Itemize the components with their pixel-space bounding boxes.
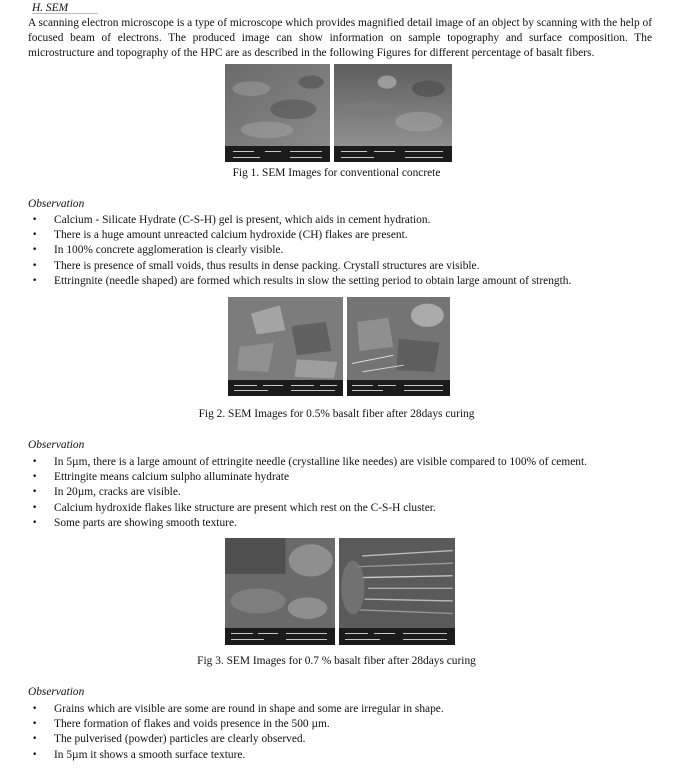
figure-2-observations	[28, 455, 658, 531]
list-item: • The pulverised (powder) particles are clearly observed.	[28, 732, 658, 747]
list-item: • There is presence of small voids, thus results in dense packing. Crystall structures are visible.	[28, 259, 658, 274]
section-heading	[32, 1, 68, 16]
figure-3-observations	[28, 702, 658, 763]
list-item: • In 5µm it shows a smooth surface texture.	[28, 748, 658, 763]
section-heading-text: H. SEM	[32, 2, 69, 14]
sem-image	[334, 64, 452, 162]
list-item: • In 100% concrete agglomeration is clearly visible.	[28, 243, 658, 258]
figure-1-images	[225, 64, 452, 162]
figure-2-images	[228, 297, 450, 396]
list-item: • Ettringite means calcium sulpho alluminate hydrate	[28, 470, 658, 485]
figure-1-observations	[28, 213, 658, 289]
heading-rule	[32, 13, 98, 14]
list-item: • There is a huge amount unreacted calcium hydroxide (CH) flakes are present.	[28, 228, 658, 243]
sem-image	[228, 297, 343, 396]
intro-paragraph: A scanning electron microscope is a type of microscope which provides magnified detail image of an object by scanning with the help of focused beam of electrons. The produced image can show information on sample topography and surface composition. The microstructure and topography of the HPC are as described in the following Figures for different percentage of basalt fibers.	[28, 17, 652, 59]
observation-label: Observation	[28, 439, 85, 451]
list-item: • Ettringnite (needle shaped) are formed which results in slow the setting period to obtain large amount of strength.	[28, 274, 658, 289]
list-item: • Calcium - Silicate Hydrate (C-S-H) gel is present, which aids in cement hydration.	[28, 213, 658, 228]
figure-1-caption: Fig 1. SEM Images for conventional concrete	[232, 167, 441, 179]
list-item: • Calcium hydroxide flakes like structure are present which rest on the C-S-H cluster.	[28, 501, 658, 516]
observation-label: Observation	[28, 198, 85, 210]
sem-image	[225, 64, 330, 162]
list-item: • Some parts are showing smooth texture.	[28, 516, 658, 531]
list-item: • There formation of flakes and voids presence in the 500 µm.	[28, 717, 658, 732]
figure-3-caption: Fig 3. SEM Images for 0.7 % basalt fiber after 28days curing	[197, 655, 476, 667]
sem-image	[339, 538, 455, 645]
figure-3-images	[225, 538, 455, 645]
sem-image	[225, 538, 335, 645]
list-item: • In 20µm, cracks are visible.	[28, 485, 658, 500]
list-item: • Grains which are visible are some are round in shape and some are irregular in shape.	[28, 702, 658, 717]
observation-label: Observation	[28, 686, 85, 698]
sem-image	[347, 297, 450, 396]
figure-2-caption: Fig 2. SEM Images for 0.5% basalt fiber after 28days curing	[198, 408, 475, 420]
list-item: • In 5µm, there is a large amount of ettringite needle (crystalline like needes) are visible compared to 100% of cement.	[28, 455, 658, 470]
